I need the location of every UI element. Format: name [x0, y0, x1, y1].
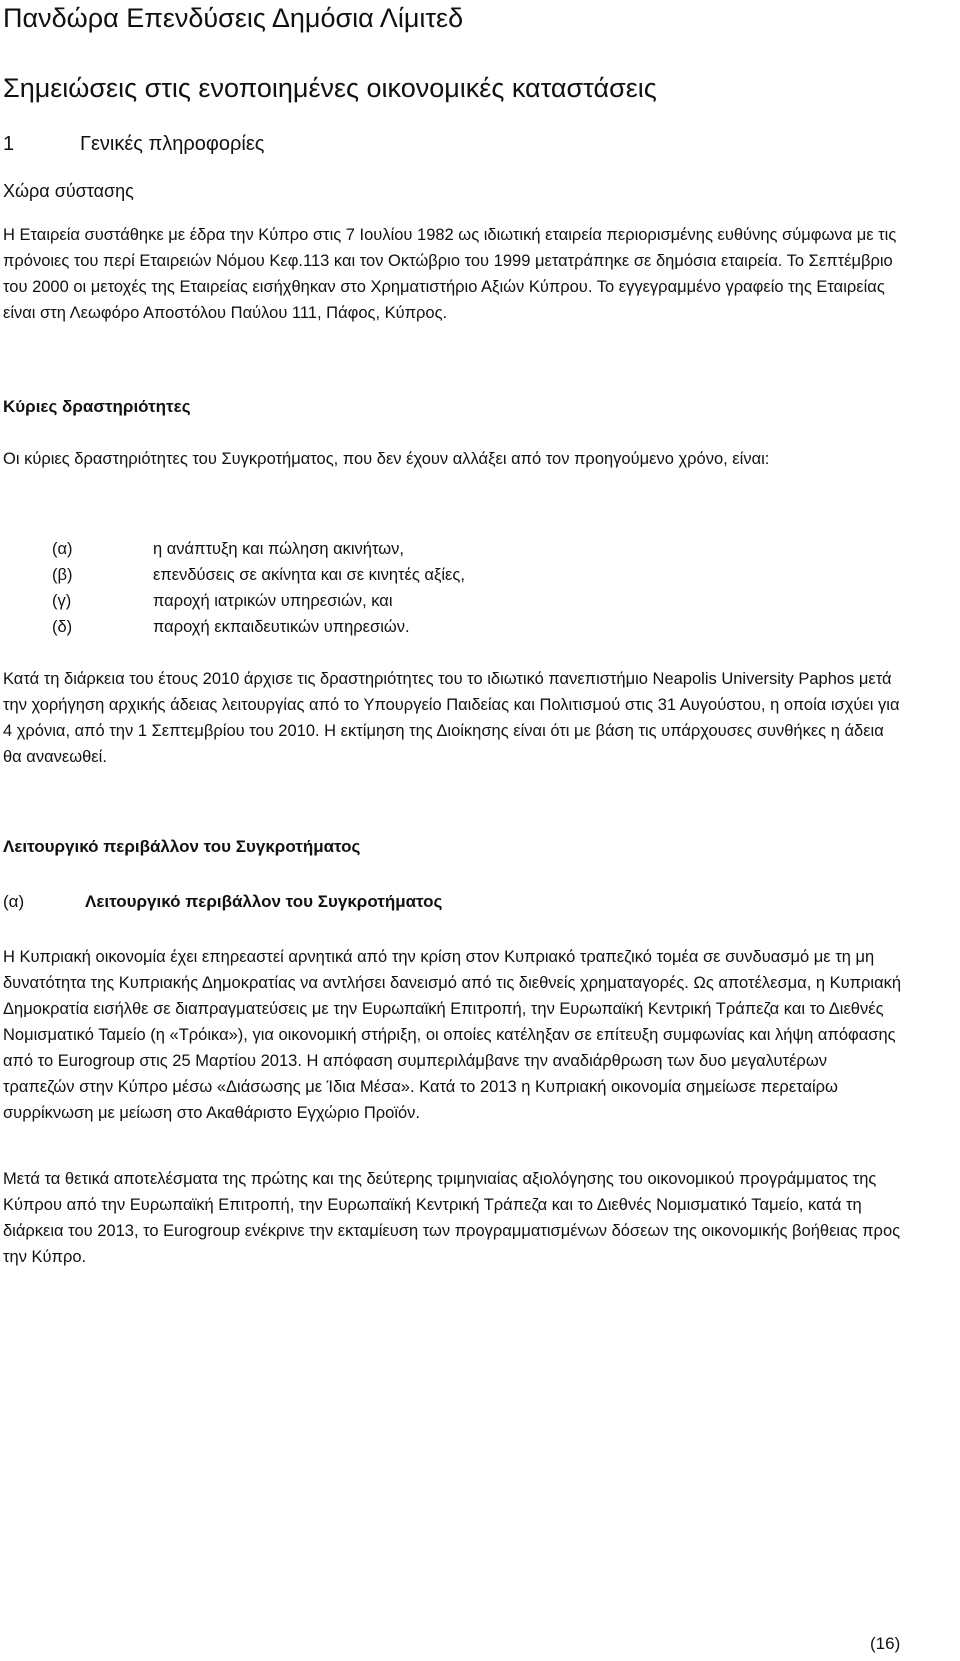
university-paragraph: Κατά τη διάρκεια του έτους 2010 άρχισε τις δραστηριότητες του το ιδιωτικό πανεπιστήμιο Neapolis University Paphos μετά την χορήγηση αρχικής άδειας λειτουργίας από το Υπουργείο Παιδείας και Πολιτισμού στις 31 Αυγούστου, η οποία ισχύει για 4 χρόνια, από την 1 Σεπτεμβρίου του 2010. Η εκτίμηση της Διοίκησης είναι ότι με βάση τις υπάρχουσες συνθήκες η άδεια θα ανανεωθεί. — [3, 670, 900, 766]
activities-intro: Οι κύριες δραστηριότητες του Συγκροτήματος, που δεν έχουν αλλάξει από τον προηγούμενο χρόνο, είναι: — [3, 450, 770, 468]
subheading-text: Λειτουργικό περιβάλλον του Συγκροτήματος — [85, 892, 443, 911]
list-item-text: η ανάπτυξη και πώληση ακινήτων, — [153, 540, 404, 558]
company-title: Πανδώρα Επενδύσεις Δημόσια Λίμιτεδ — [3, 3, 464, 33]
environment-subheading — [3, 891, 442, 913]
list-item-text: επενδύσεις σε ακίνητα και σε κινητές αξίες, — [153, 566, 465, 584]
section-title: Γενικές πληροφορίες — [80, 133, 265, 155]
list-item — [52, 536, 465, 562]
environment-paragraph-1: Η Κυπριακή οικονομία έχει επηρεαστεί αρνητικά από την κρίση στον Κυπριακό τραπεζικό τομέα σε συνδυασμό με τη μη δυνατότητα της Κυπριακής Δημοκρατίας να αντλήσει δανεισμό από τις διεθνείς χρηματαγορές. Ως αποτέλεσμα, η Κυπριακή Δημοκρατία εισήλθε σε διαπραγματεύσεις με την Ευρωπαϊκή Επιτροπή, την Ευρωπαϊκή Κεντρική Τράπεζα και το Διεθνές Νομισματικό Ταμείο (η «Τρόικα»), για οικονομική στήριξη, οι οποίες κατέληξαν σε επίτευξη συμφωνίας και λήψη απόφασης από το Eurogroup στις 25 Μαρτίου 2013. Η απόφαση συμπεριλάμβανε την αναδιάρθρωση των δυο μεγαλυτέρων τραπεζών στην Κύπρο μέσω «Διάσωσης με Ίδια Μέσα». Κατά το 2013 η Κυπριακή οικονομία σημείωσε περεταίρω συρρίκνωση με μείωση στο Ακαθάριστο Εγχώριο Προϊόν. — [3, 948, 902, 1122]
incorporation-paragraph: Η Εταιρεία συστάθηκε με έδρα την Κύπρο στις 7 Ιουλίου 1982 ως ιδιωτική εταιρεία περιορισμένης ευθύνης σύμφωνα με τις πρόνοιες του περί Εταιρειών Νόμου Κεφ.113 και τον Οκτώβριο του 1999 μετατράπηκε σε δημόσια εταιρεία. Το Σεπτέμβριο του 2000 οι μετοχές της Εταιρείας εισήχθηκαν στο Χρηματιστήριο Αξιών Κύπρου. Το εγγεγραμμένο γραφείο της Εταιρείας είναι στη Λεωφόρο Αποστόλου Παύλου 111, Πάφος, Κύπρος. — [3, 226, 897, 322]
section-number: 1 — [3, 133, 15, 155]
list-item-text: παροχή ιατρικών υπηρεσιών, και — [153, 592, 393, 610]
activities-heading: Κύριες δραστηριότητες — [3, 397, 191, 416]
list-marker: (α) — [52, 540, 73, 558]
list-item-text: παροχή εκπαιδευτικών υπηρεσιών. — [153, 618, 410, 636]
environment-paragraph-2: Μετά τα θετικά αποτελέσματα της πρώτης και της δεύτερης τριμηνιαίας αξιολόγησης του οικονομικού προγράμματος της Κύπρου από την Ευρωπαϊκή Επιτροπή, την Ευρωπαϊκή Κεντρική Τράπεζα και το Διεθνές Νομισματικό Ταμείο, κατά τη διάρκεια του 2013, το Eurogroup ενέκρινε την εκταμίευση των προγραμματισμένων δόσεων της οικονομικής βοήθειας προς την Κύπρο. — [3, 1170, 901, 1266]
page-number: (16) — [870, 1634, 901, 1653]
environment-heading: Λειτουργικό περιβάλλον του Συγκροτήματος — [3, 837, 361, 856]
notes-title: Σημειώσεις στις ενοποιημένες οικονομικές καταστάσεις — [3, 73, 657, 103]
list-item — [52, 562, 465, 588]
list-marker: (β) — [52, 566, 73, 584]
subheading-marker: (α) — [3, 892, 25, 911]
incorporation-heading: Χώρα σύστασης — [3, 181, 134, 201]
activities-list — [52, 536, 465, 640]
section-heading — [3, 132, 264, 156]
list-marker: (γ) — [52, 592, 72, 610]
list-item — [52, 614, 465, 640]
list-item — [52, 588, 465, 614]
list-marker: (δ) — [52, 618, 73, 636]
